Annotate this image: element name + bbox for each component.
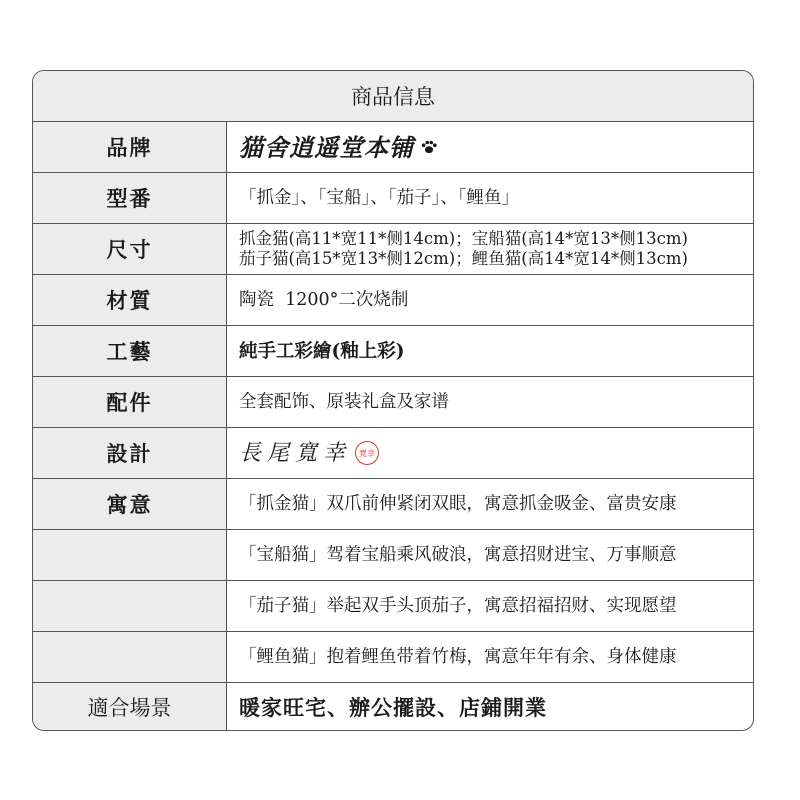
row-scene: [33, 683, 753, 731]
label-craft: 工藝: [33, 326, 227, 376]
size-line-1: 抓金猫(高11*宽11*侧14cm)；宝船猫(高14*宽13*侧13cm): [239, 229, 688, 248]
label-design: 設計: [33, 428, 227, 478]
designer-name: 長尾寬幸: [239, 440, 352, 466]
row-accessories: [33, 377, 753, 428]
row-meaning-1: [33, 479, 753, 530]
brand-name: [239, 132, 753, 162]
meaning-item: 「宝船猫」驾着宝船乘风破浪，寓意招财进宝、万事顺意: [239, 544, 677, 565]
label-accessories: 配件: [33, 377, 227, 427]
row-model: [33, 173, 753, 224]
scene-value: 暖家旺宅、辦公擺設、店鋪開業: [239, 694, 547, 720]
label-material: 材質: [33, 275, 227, 325]
table-title: 商品信息: [33, 71, 753, 122]
seal-icon: 寬幸: [355, 441, 379, 465]
label-meaning: 寓意: [33, 479, 227, 529]
label-scene: 適合場景: [33, 683, 227, 731]
row-material: [33, 275, 753, 326]
accessories-value: 全套配饰、原装礼盒及家谱: [239, 391, 449, 412]
row-meaning-3: [33, 581, 753, 632]
paw-icon: [420, 138, 438, 156]
model-value: 「抓金」、「宝船」、「茄子」、「鲤鱼」: [239, 187, 519, 208]
row-size: [33, 224, 753, 275]
meaning-item: 「鲤鱼猫」抱着鲤鱼带着竹梅，寓意年年有余、身体健康: [239, 646, 677, 667]
craft-value: 純手工彩繪(釉上彩): [239, 340, 405, 362]
row-craft: [33, 326, 753, 377]
row-brand: [33, 122, 753, 173]
designer-signature: [239, 441, 753, 465]
size-line-2: 茄子猫(高15*宽13*侧12cm)；鲤鱼猫(高14*宽14*侧13cm): [239, 249, 688, 268]
material-value: 陶瓷 1200°二次烧制: [239, 289, 409, 310]
brand-text: 猫舍逍遥堂本铺: [239, 132, 414, 162]
row-meaning-2: [33, 530, 753, 581]
row-design: [33, 428, 753, 479]
label-brand: 品牌: [33, 122, 227, 172]
meaning-item: 「抓金猫」双爪前伸紧闭双眼，寓意抓金吸金、富贵安康: [239, 493, 677, 514]
label-size: 尺寸: [33, 224, 227, 274]
label-model: 型番: [33, 173, 227, 223]
product-info-table: [32, 70, 754, 731]
meaning-item: 「茄子猫」举起双手头顶茄子，寓意招福招财、实现愿望: [239, 595, 677, 616]
row-meaning-4: [33, 632, 753, 683]
